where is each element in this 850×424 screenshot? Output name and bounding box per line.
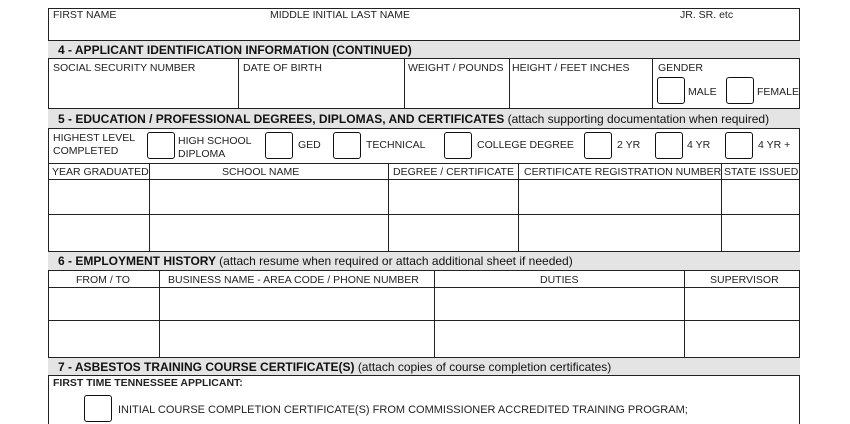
employment-row-2-supervisor[interactable] (685, 321, 799, 357)
section7-note: (attach copies of course completion certificates) (357, 360, 612, 374)
4yr-plus-label: 4 YR + (758, 139, 791, 151)
initial-course-checkbox[interactable] (84, 395, 112, 422)
education-row-1-year[interactable] (49, 180, 149, 214)
4yr-plus-checkbox[interactable] (725, 132, 753, 159)
section5-header (48, 108, 800, 129)
education-row-1-state[interactable] (722, 180, 799, 214)
employment-row-2-duties[interactable] (435, 321, 684, 357)
middle-last-name-label: MIDDLE INITIAL LAST NAME (270, 9, 411, 21)
duties-header: DUTIES (540, 274, 579, 286)
4yr-checkbox[interactable] (655, 132, 683, 159)
employment-row-1-supervisor[interactable] (685, 288, 799, 320)
education-row-1-cert[interactable] (519, 180, 721, 214)
employment-row-1-duties[interactable] (435, 288, 684, 320)
cert-reg-number-header: CERTIFICATE REGISTRATION NUMBER (524, 166, 722, 178)
dob-label: DATE OF BIRTH (243, 62, 322, 74)
male-label: MALE (688, 86, 717, 98)
state-issued-header: STATE ISSUED (724, 166, 799, 178)
ged-checkbox[interactable] (265, 132, 293, 159)
section7-header (48, 357, 800, 376)
section6-title (58, 254, 573, 268)
ged-label: GED (298, 139, 321, 151)
employment-row-1-from-to[interactable] (49, 288, 159, 320)
year-graduated-header: YEAR GRADUATED (52, 166, 149, 178)
section4-title: 4 - APPLICANT IDENTIFICATION INFORMATION (CONTINUED) (58, 43, 412, 57)
technical-checkbox[interactable] (333, 132, 361, 159)
dob-input[interactable] (239, 75, 404, 108)
height-label: HEIGHT / FEET INCHES (512, 62, 630, 74)
section6-header (48, 251, 800, 271)
section5-title-text: 5 - EDUCATION / PROFESSIONAL DEGREES, DIPLOMAS, AND CERTIFICATES (58, 112, 505, 126)
suffix-label: JR. SR. etc (680, 9, 734, 21)
weight-label: WEIGHT / POUNDS (408, 62, 504, 74)
section6-title-text: 6 - EMPLOYMENT HISTORY (58, 254, 216, 268)
education-row-2-degree[interactable] (389, 215, 518, 251)
education-row-2-cert[interactable] (519, 215, 721, 251)
section5-title (58, 112, 769, 126)
education-row-1-degree[interactable] (389, 180, 518, 214)
employment-row-2-from-to[interactable] (49, 321, 159, 357)
school-name-header: SCHOOL NAME (222, 166, 300, 178)
education-row-2-year[interactable] (49, 215, 149, 251)
female-checkbox[interactable] (726, 77, 754, 104)
employment-row-2-business[interactable] (160, 321, 434, 357)
ssn-label: SOCIAL SECURITY NUMBER (53, 62, 196, 74)
section6-note: (attach resume when required or attach additional sheet if needed) (219, 254, 573, 268)
from-to-header: FROM / TO (76, 274, 130, 286)
name-input-area[interactable] (49, 22, 799, 40)
male-checkbox[interactable] (657, 77, 685, 104)
height-input[interactable] (510, 75, 652, 108)
diploma-label: DIPLOMA (178, 148, 226, 160)
divider (48, 163, 800, 164)
section7-title-text: 7 - ASBESTOS TRAINING COURSE CERTIFICATE(S) (58, 360, 355, 374)
college-degree-label: COLLEGE DEGREE (477, 139, 574, 151)
first-time-applicant-label: FIRST TIME TENNESSEE APPLICANT: (53, 377, 243, 389)
2yr-label: 2 YR (617, 139, 641, 151)
education-row-2-state[interactable] (722, 215, 799, 251)
high-school-label: HIGH SCHOOL (178, 135, 252, 147)
supervisor-header: SUPERVISOR (710, 274, 779, 286)
divider (652, 59, 653, 109)
education-row-2-school[interactable] (150, 215, 388, 251)
first-name-label: FIRST NAME (53, 9, 117, 21)
degree-certificate-header: DEGREE / CERTIFICATE (393, 166, 514, 178)
initial-course-label: INITIAL COURSE COMPLETION CERTIFICATE(S) FROM COMMISSIONER ACCREDITED TRAINING PROGRAM; (118, 404, 688, 416)
weight-input[interactable] (405, 75, 509, 108)
section4-header (48, 40, 800, 59)
2yr-checkbox[interactable] (584, 132, 612, 159)
section7-title (58, 360, 611, 374)
business-name-header: BUSINESS NAME - AREA CODE / PHONE NUMBER (168, 274, 419, 286)
employment-row-1-business[interactable] (160, 288, 434, 320)
technical-label: TECHNICAL (366, 139, 426, 151)
4yr-label: 4 YR (687, 139, 711, 151)
gender-label: GENDER (658, 62, 703, 74)
section5-note: (attach supporting documentation when required) (507, 112, 770, 126)
college-degree-checkbox[interactable] (444, 132, 472, 159)
education-row-1-school[interactable] (150, 180, 388, 214)
highest-level-label: HIGHEST LEVEL (53, 132, 136, 144)
completed-label: COMPLETED (53, 145, 119, 157)
high-school-checkbox[interactable] (147, 132, 175, 159)
ssn-input[interactable] (49, 75, 238, 108)
female-label: FEMALE (757, 86, 800, 98)
